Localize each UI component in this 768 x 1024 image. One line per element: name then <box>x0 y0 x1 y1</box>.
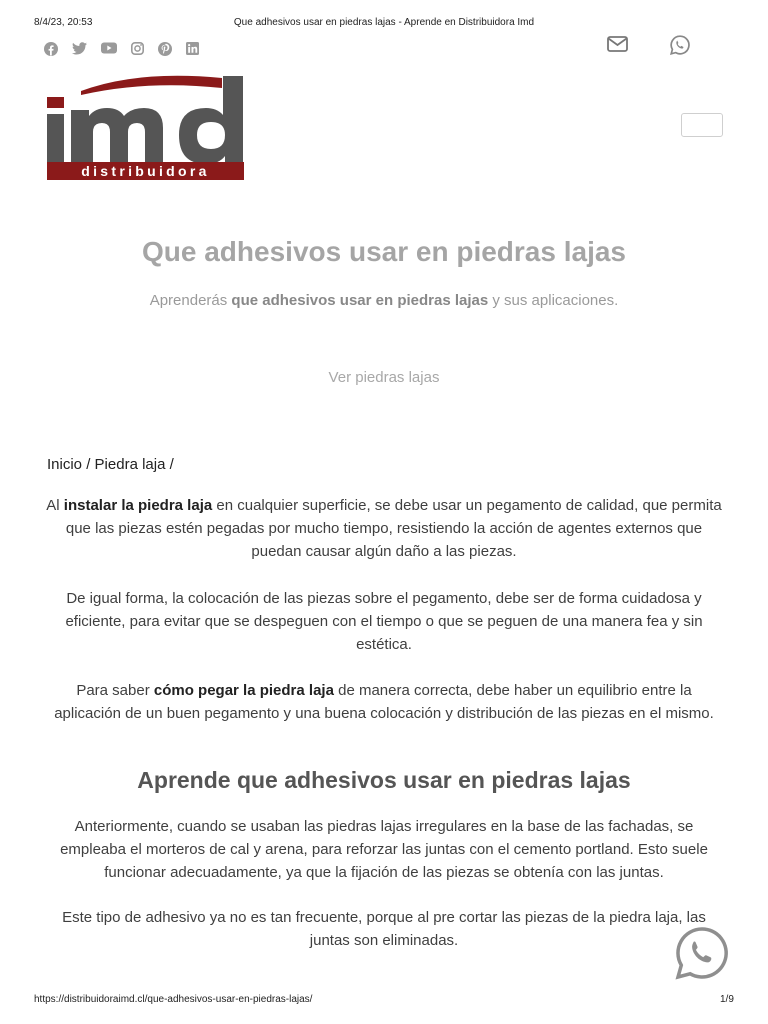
mail-icon[interactable] <box>607 36 628 57</box>
section-heading: Aprende que adhesivos usar en piedras lajas <box>137 767 631 793</box>
print-url: https://distribuidoraimd.cl/que-adhesivos-usar-en-piedras-lajas/ <box>34 994 313 1005</box>
breadcrumb-home[interactable]: Inicio <box>47 456 83 473</box>
linkedin-icon[interactable] <box>186 42 199 56</box>
breadcrumb-separator: / <box>82 456 95 473</box>
paragraph-text: en cualquier superficie, se debe usar un pegamento de calidad, que permita que las piezas estén pegadas por mucho tiempo, resistiendo la acción de agentes externos que puedan causar algún daño a las piezas. <box>65 497 722 560</box>
brand-logo[interactable] <box>47 72 245 186</box>
logo-tagline: distribuidora <box>81 163 210 179</box>
breadcrumb <box>47 456 174 473</box>
print-page-number: 1/9 <box>720 994 734 1005</box>
whatsapp-float-icon[interactable] <box>675 926 729 985</box>
breadcrumb-separator: / <box>165 456 174 473</box>
view-products-link[interactable]: Ver piedras lajas <box>328 369 440 386</box>
article-paragraph <box>44 679 724 725</box>
instagram-icon[interactable] <box>131 42 144 56</box>
print-datetime: 8/4/23, 20:53 <box>34 17 93 28</box>
paragraph-text: de manera correcta, debe haber un equilibrio entre la aplicación de un buen pegamento y una buena colocación y distribución de las piezas en el mismo. <box>54 682 714 722</box>
social-links <box>44 42 199 56</box>
facebook-icon[interactable] <box>44 42 58 56</box>
paragraph-text: Para saber <box>76 682 154 699</box>
whatsapp-icon[interactable] <box>670 35 690 60</box>
breadcrumb-category[interactable]: Piedra laja <box>94 456 166 473</box>
article-paragraph: Anteriormente, cuando se usaban las piedras lajas irregulares en la base de las fachadas, se empleaba el morteros de cal y arena, para reforzar las juntas con el cemento portland. Esto suele funcionar adecuadamente, ya que la fijación de las piezas se obtenía con las juntas. <box>60 818 708 881</box>
print-footer <box>0 994 768 1008</box>
print-header <box>0 17 768 31</box>
print-page-title: Que adhesivos usar en piedras lajas - Aprende en Distribuidora Imd <box>233 17 535 28</box>
paragraph-emphasis: cómo pegar la piedra laja <box>153 682 334 699</box>
paragraph-link[interactable]: instalar la piedra laja <box>63 497 213 514</box>
youtube-icon[interactable] <box>101 42 117 56</box>
article-paragraph: De igual forma, la colocación de las piezas sobre el pegamento, debe ser de forma cuidadosa y eficiente, para evitar que se despeguen con el tiempo o que se peguen de una manera fea y sin estética. <box>65 590 703 653</box>
article-paragraph: Este tipo de adhesivo ya no es tan frecuente, porque al pre cortar las piezas de la piedra laja, las juntas son eliminadas. <box>62 909 706 949</box>
paragraph-text: Al <box>46 497 64 514</box>
subtitle-text: Aprenderás <box>149 292 232 309</box>
menu-toggle-button[interactable] <box>681 113 723 137</box>
page-title: Que adhesivos usar en piedras lajas <box>142 236 626 267</box>
subtitle-text-end: y sus aplicaciones. <box>488 292 619 309</box>
article-paragraph <box>44 494 724 563</box>
twitter-icon[interactable] <box>72 42 87 56</box>
pinterest-icon[interactable] <box>158 42 172 56</box>
subtitle-emphasis: que adhesivos usar en piedras lajas <box>231 292 489 309</box>
page-subtitle <box>0 292 768 309</box>
